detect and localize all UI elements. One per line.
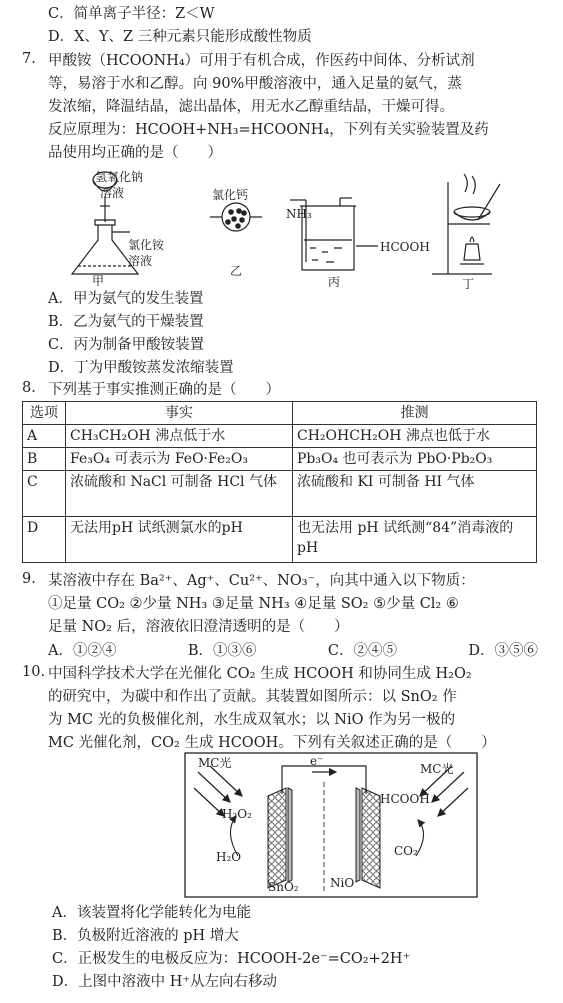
table-row	[23, 471, 537, 517]
q9-stem-line: 足量 NO₂ 后，溶液依旧澄清透明的是（ ）	[48, 619, 349, 635]
header-option: 选项	[23, 402, 66, 425]
q10-number: 10.	[22, 664, 46, 680]
q7-label-naoh: 氢氧化钠	[95, 170, 144, 184]
row-inference: Pb₃O₄ 也可表示为 PbO·Pb₂O₃	[293, 448, 537, 471]
q10-stem-line: 中国科学技术大学在光催化 CO₂ 生成 HCOOH 和协同生成 H₂O₂	[48, 666, 472, 682]
q7-number: 7.	[22, 51, 36, 67]
q7-option-c: C．丙为制备甲酸铵装置	[48, 337, 205, 353]
row-option: C	[23, 471, 66, 517]
q9-options	[48, 641, 538, 661]
row-option: B	[23, 448, 66, 471]
q8-number: 8.	[22, 380, 36, 396]
q8-stem: 下列基于事实推测正确的是（ ）	[48, 382, 280, 398]
q10-label-hcooh: HCOOH	[380, 792, 430, 806]
row-inference: CH₂OHCH₂OH 沸点也低于水	[293, 425, 537, 448]
q10-label-mc-right: MC光	[420, 762, 454, 776]
table-row	[23, 425, 537, 448]
q7-label-jia: 甲	[92, 274, 105, 288]
q9-option-a: A．①②④	[48, 643, 117, 659]
q10-label-h2o2: H₂O₂	[222, 807, 252, 821]
row-fact: Fe₃O₄ 可表示为 FeO·Fe₂O₃	[66, 448, 293, 471]
q8-table	[22, 401, 537, 563]
q10-stem-line: 为 MC 光的负极催化剂，水生成双氧水；以 NiO 作为另一极的	[48, 712, 456, 728]
q10-stem-line: MC 光催化剂，CO₂ 生成 HCOOH。下列有关叙述正确的是（ ）	[48, 735, 496, 751]
q9-option-b: B．①③⑥	[187, 643, 257, 659]
q7-stem-line: 发浓缩，降温结晶，滤出晶体，用无水乙醇重结晶，干燥可得。	[48, 99, 454, 115]
header-fact: 事实	[66, 402, 293, 425]
q9-number: 9.	[22, 571, 36, 587]
q7-stem-line: 反应原理为：HCOOH+NH₃=HCOONH₄，下列有关实验装置及药	[48, 122, 489, 138]
table-header-row	[23, 402, 537, 425]
q10-label-electron: e⁻	[310, 754, 324, 768]
q7-label-solution-2: 溶液	[128, 254, 153, 268]
q9-option-d: D．③⑤⑥	[468, 643, 538, 659]
q7-stem-line: 等，易溶于水和乙醇。向 90%甲酸溶液中，通入足量的氨气，蒸	[48, 76, 462, 92]
row-option: D	[23, 517, 66, 563]
row-fact: 浓硫酸和 NaCl 可制备 HCl 气体	[66, 471, 293, 517]
q7-label-hcooh: HCOOH	[380, 240, 430, 254]
row-inference: 也无法用 pH 试纸测“84”消毒液的pH	[293, 517, 537, 563]
q10-label-h2o: H₂O	[216, 850, 242, 864]
q7-option-b: B．乙为氨气的干燥装置	[48, 314, 204, 330]
q10-label-co2: CO₂	[394, 844, 418, 858]
q10-stem-line: 的研究中，为碳中和作出了贡献。其装置如图所示：以 SnO₂ 作	[48, 689, 457, 705]
q7-label-nh4cl: 氯化铵	[128, 238, 165, 252]
q7-option-d: D．丁为甲酸铵蒸发浓缩装置	[48, 360, 234, 376]
row-inference: 浓硫酸和 KI 可制备 HI 气体	[293, 471, 537, 517]
table-row	[23, 448, 537, 471]
q7-label-bing: 丙	[328, 275, 341, 289]
prev-option-c: C．简单离子半径：Z＜W	[48, 6, 215, 22]
q7-label-nh3: NH₃	[286, 207, 312, 221]
q10-option-c: C．正极发生的电极反应为：HCOOH-2e⁻=CO₂+2H⁺	[52, 951, 411, 967]
q9-option-c: C．②④⑤	[327, 643, 397, 659]
row-option: A	[23, 425, 66, 448]
q7-label-yi: 乙	[230, 264, 243, 278]
q7-stem-line: 品使用均正确的是（ ）	[48, 145, 222, 161]
q9-stem-line: 某溶液中存在 Ba²⁺、Ag⁺、Cu²⁺、NO₃⁻，向其中通入以下物质：	[48, 573, 475, 589]
row-fact: 无法用pH 试纸测氯水的pH	[66, 517, 293, 563]
q10-label-mc-left: MC光	[198, 756, 232, 770]
q10-label-nio: NiO	[330, 876, 355, 890]
q10-option-b: B．负极附近溶液的 pH 增大	[52, 928, 239, 944]
q7-label-cacl2: 氯化钙	[212, 188, 249, 202]
row-fact: CH₃CH₂OH 沸点低于水	[66, 425, 293, 448]
q10-label-sno2: SnO₂	[268, 880, 299, 894]
q10-option-a: A．该装置将化学能转化为电能	[52, 905, 251, 921]
q10-option-d: D．上图中溶液中 H⁺从左向右移动	[52, 974, 278, 990]
prev-option-d: D．X、Y、Z 三种元素只能形成酸性物质	[48, 29, 312, 45]
table-row	[23, 517, 537, 563]
q7-option-a: A．甲为氨气的发生装置	[48, 291, 204, 307]
q7-label-ding: 丁	[462, 277, 475, 291]
q7-stem-line: 甲酸铵（HCOONH₄）可用于有机合成，作医药中间体、分析试剂	[48, 53, 475, 69]
header-inference: 推测	[293, 402, 537, 425]
q7-label-solution: 溶液	[100, 186, 125, 200]
q9-stem-line: ①足量 CO₂ ②少量 NH₃ ③足量 NH₃ ④足量 SO₂ ⑤少量 Cl₂ ⑥	[48, 596, 459, 612]
